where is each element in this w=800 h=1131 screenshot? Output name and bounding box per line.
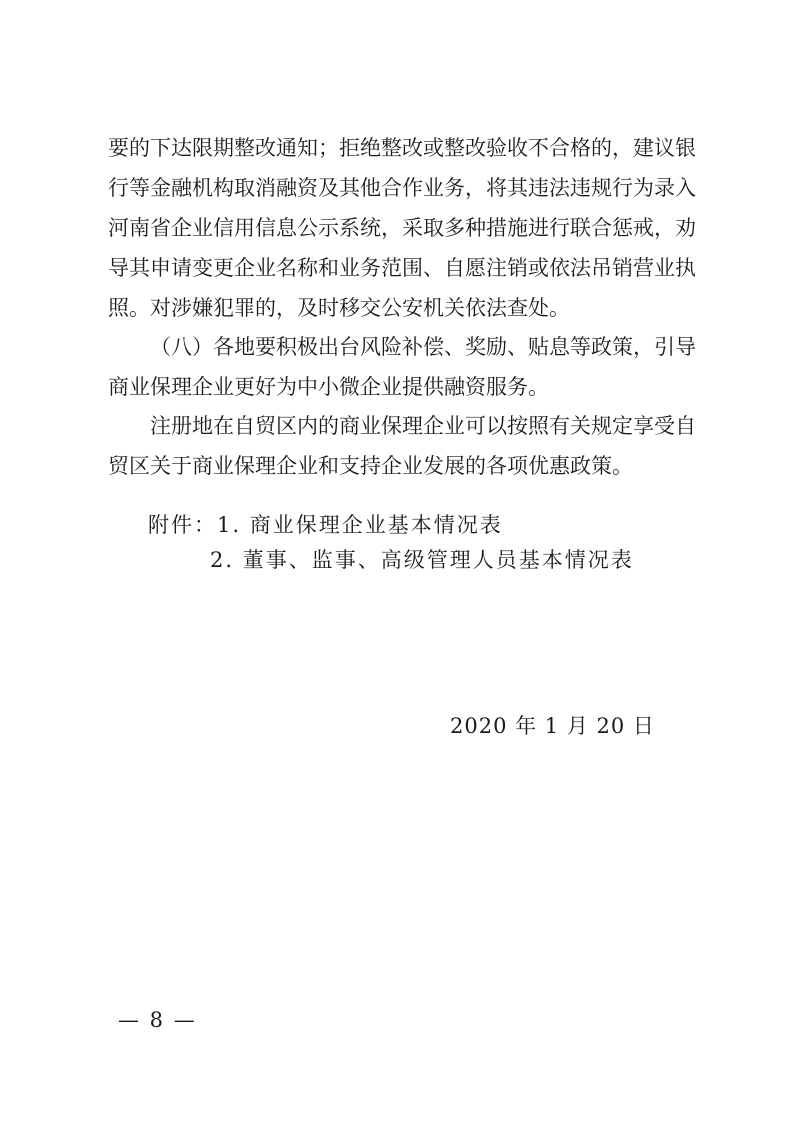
paragraph-3-line-1: 注册地在自贸区内的商业保理企业可以按照有关规定享受自 — [150, 414, 696, 438]
page-number: — 8 — — [118, 1008, 197, 1032]
attachment-item-1: 1. 商业保理企业基本情况表 — [217, 513, 503, 537]
paragraph-3-line-2: 贸区关于商业保理企业和支持企业发展的各项优惠政策。 — [108, 454, 633, 478]
paragraph-1-line-1: 要的下达限期整改通知；拒绝整改或整改验收不合格的，建议银 — [108, 136, 696, 160]
document-date: 2020 年 1 月 20 日 — [450, 714, 655, 738]
paragraph-1-line-2: 行等金融机构取消融资及其他合作业务，将其违法违规行为录入 — [108, 176, 696, 200]
paragraph-1-line-3: 河南省企业信用信息公示系统，采取多种措施进行联合惩戒，劝 — [108, 216, 696, 240]
attachment-item-2: 2. 董事、监事、高级管理人员基本情况表 — [210, 548, 634, 572]
paragraph-2-line-1: （八）各地要积极出台风险补偿、奖励、贴息等政策，引导 — [150, 335, 696, 359]
attachments-block — [148, 509, 503, 541]
attachments-label: 附件： — [148, 513, 217, 537]
paragraph-1-line-5: 照。对涉嫌犯罪的，及时移交公安机关依法查处。 — [108, 296, 570, 320]
paragraph-1-line-4: 导其申请变更企业名称和业务范围、自愿注销或依法吊销营业执 — [108, 256, 696, 280]
paragraph-2-line-2: 商业保理企业更好为中小微企业提供融资服务。 — [108, 375, 549, 399]
